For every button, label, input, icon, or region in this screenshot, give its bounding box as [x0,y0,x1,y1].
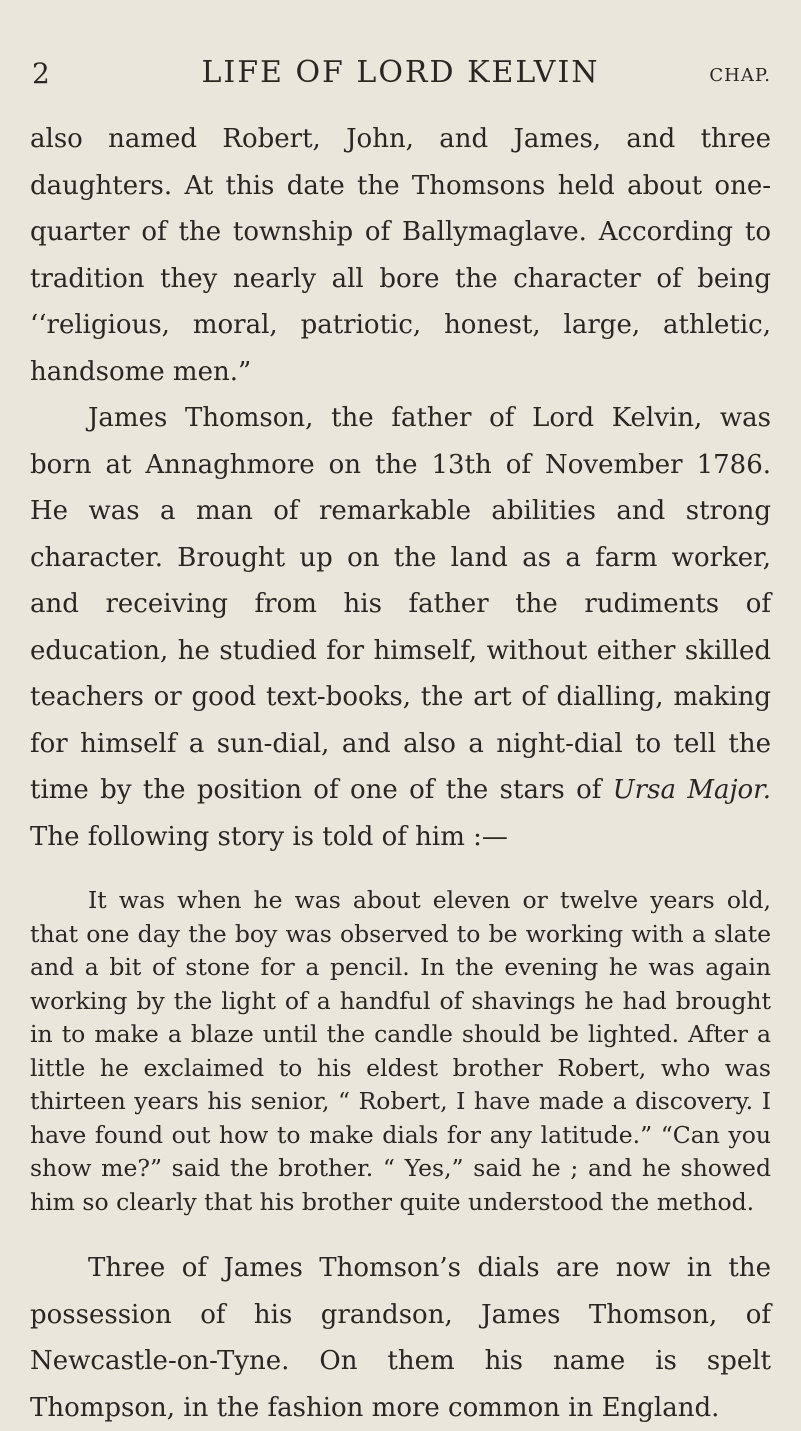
chapter-label: CHAP. [709,65,771,86]
page-number: 2 [32,57,50,90]
body-text [30,116,771,860]
quote-paragraph: It was when he was about eleven or twelve years old, that one day the boy was observed to be working with a slate and a bit of stone for a pencil. In the evening he was again working by the light of a handful of shavings he had brought in to make a blaze until the candle should be lighted. After a little he exclaimed to his eldest brother Robert, who was thirteen years his senior, “ Robert, I have made a discovery. I have found out how to make dials for any latitude.” “Can you show me?” said the brother. “ Yes,” said he ; and he showed him so clearly that his brother quite understood the method. [30,886,771,1216]
running-title: LIFE OF LORD KELVIN [201,55,600,90]
paragraph-3: Three of James Thomson’s dials are now in the possession of his grandson, James Thomson, of Newcastle-on-Tyne. On them his name is spelt Thompson, in the fashion more common in England. [30,1253,771,1423]
running-header [30,55,771,100]
closing-section [30,1245,771,1431]
paragraph-1: also named Robert, John, and James, and three daughters. At this date the Thomsons held about one-quarter of the township of Ballymaglave. According to tradition they nearly all bore the character of being ‘‘religious, moral, patriotic, honest, large, athletic, handsome men.” [30,124,771,387]
paragraph-2 [30,395,771,860]
block-quote [30,884,771,1219]
paragraph-2-text-a: James Thomson, the father of Lord Kelvin, was born at Annaghmore on the 13th of November 1786. He was a man of remarkable abilities and strong character. Brought up on the land as a farm worker, and receiving from his father the rudiments of education, he studied for himself, without either skilled teachers or good text-books, the art of dialling, making for himself a sun-dial, and also a night-dial to tell the time by the position of one of the stars of [30,403,771,805]
paragraph-2-text-b: The following story is told of him :— [30,821,508,852]
ursa-major-italic: Ursa Major. [612,775,771,805]
